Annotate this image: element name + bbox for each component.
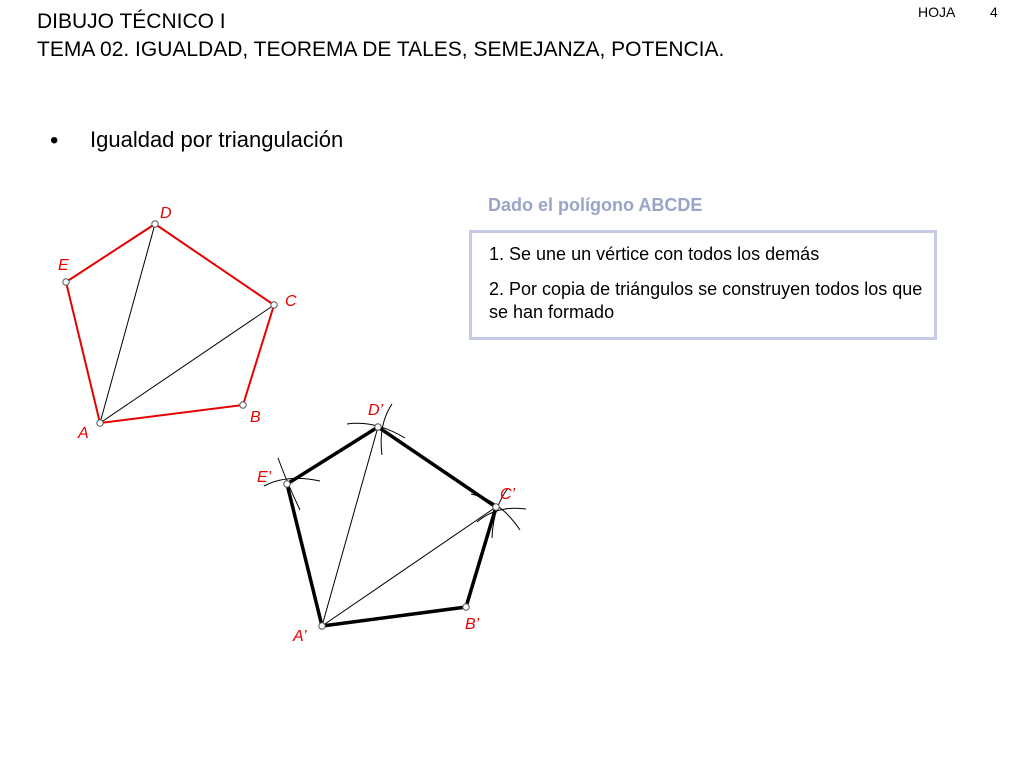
- instructions-heading: Dado el polígono ABCDE: [488, 195, 703, 215]
- vertex-a: [97, 420, 103, 426]
- vertex-b: [240, 402, 246, 408]
- section-title: Igualdad por triangulación: [90, 127, 344, 152]
- copied-polygon-outline: [287, 427, 496, 626]
- vertex-c: [271, 302, 277, 308]
- copied-diagonal-ac: [322, 507, 496, 626]
- label-b-prime: B’: [465, 616, 480, 633]
- sheet-number: 4: [990, 4, 998, 20]
- original-polygon-outline: [66, 224, 274, 423]
- step-2: 2. Por copia de triángulos se construyen todos los que se han formado: [489, 279, 923, 322]
- bullet-icon: •: [50, 127, 59, 154]
- sheet-label: HOJA: [918, 4, 956, 20]
- label-d: D: [160, 205, 172, 222]
- copied-polygon: [257, 402, 526, 645]
- vertex-d-prime: [375, 424, 381, 430]
- label-e-prime: E’: [257, 469, 272, 486]
- label-a-prime: A’: [293, 628, 307, 645]
- original-polygon: [58, 205, 297, 442]
- original-diagonal-ac: [100, 305, 274, 423]
- topic-title: TEMA 02. IGUALDAD, TEOREMA DE TALES, SEMEJANZA, POTENCIA.: [37, 38, 725, 61]
- label-c-prime: C’: [500, 486, 516, 503]
- vertex-c-prime: [493, 504, 499, 510]
- vertex-e-prime: [284, 481, 290, 487]
- vertex-a-prime: [319, 623, 325, 629]
- label-d-prime: D’: [368, 402, 384, 419]
- step-1: 1. Se une un vértice con todos los demás: [489, 244, 820, 264]
- vertex-e: [63, 279, 69, 285]
- label-e: E: [58, 257, 69, 274]
- label-a: A: [78, 425, 89, 442]
- vertex-d: [152, 221, 158, 227]
- label-b: B: [250, 409, 261, 426]
- label-c: C: [285, 293, 297, 310]
- vertex-b-prime: [463, 604, 469, 610]
- course-title: DIBUJO TÉCNICO I: [37, 10, 226, 33]
